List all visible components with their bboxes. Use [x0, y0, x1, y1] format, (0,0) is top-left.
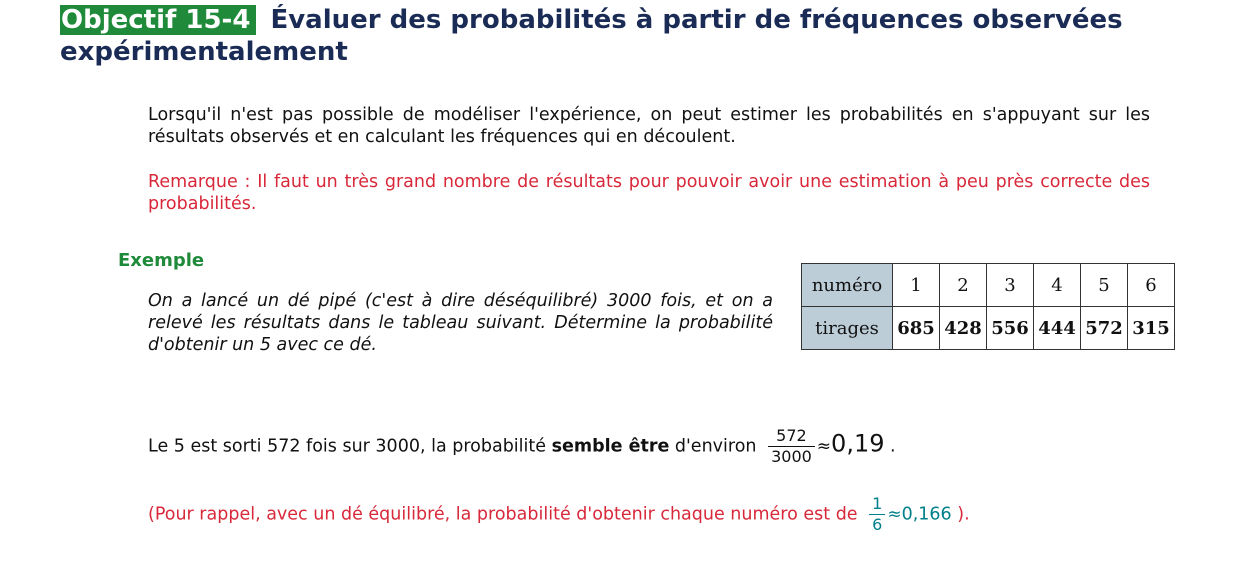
answer-bold: semble être: [551, 436, 670, 457]
answer-fraction: [768, 426, 815, 467]
approx-symbol: ≈: [816, 436, 832, 457]
fraction-numerator: 572: [768, 426, 815, 447]
table-cell: 3: [987, 264, 1034, 307]
table-cell: 6: [1128, 264, 1175, 307]
table-cell: 685: [893, 307, 940, 350]
table-row: [802, 307, 1175, 350]
fraction-numerator: 1: [869, 494, 885, 515]
table-cell: 428: [940, 307, 987, 350]
intro-paragraph: Lorsqu'il n'est pas possible de modéliser l'expérience, on peut estimer les probabilités en s'appuyant sur les résultats observés et en calculant les fréquences qui en découlent.: [148, 105, 1150, 147]
results-table: [801, 263, 1175, 350]
objective-badge: Objectif 15-4: [60, 5, 256, 35]
example-text: On a lancé un dé pipé (c'est à dire déséquilibré) 3000 fois, et on a relevé les résultats dans le tableau suivant. Détermine la probabilité d'obtenir un 5 avec ce dé.: [148, 291, 773, 355]
fraction-denominator: 3000: [771, 447, 812, 466]
fraction-denominator: 6: [872, 515, 883, 534]
table-cell: 5: [1081, 264, 1128, 307]
row-header-numero: numéro: [802, 264, 893, 307]
answer-prefix: Le 5 est sorti 572 fois sur 3000, la probabilité: [148, 436, 552, 457]
example-label: Exemple: [118, 250, 205, 271]
table-cell: 2: [940, 264, 987, 307]
note-suffix: ).: [951, 504, 970, 525]
note-value: 0,166: [901, 504, 952, 525]
answer-line: [148, 426, 896, 467]
table-cell: 4: [1034, 264, 1081, 307]
table-cell: 556: [987, 307, 1034, 350]
reminder-line: [148, 494, 970, 535]
answer-value: 0,19: [831, 429, 885, 458]
note-fraction: [869, 494, 885, 535]
objective-heading: Évaluer des probabilités à partir de fréquences observées expérimentalement: [60, 5, 1123, 67]
table-cell: 1: [893, 264, 940, 307]
table-cell: 315: [1128, 307, 1175, 350]
table-cell: 572: [1081, 307, 1128, 350]
note-prefix: (Pour rappel, avec un dé équilibré, la probabilité d'obtenir chaque numéro est de: [148, 504, 858, 525]
objective-title: [60, 4, 1210, 68]
answer-middle: d'environ: [669, 436, 757, 457]
row-header-tirages: tirages: [802, 307, 893, 350]
remark-paragraph: Remarque : Il faut un très grand nombre de résultats pour pouvoir avoir une estimation à peu près correcte des probabilités.: [148, 172, 1150, 214]
table-row: [802, 264, 1175, 307]
answer-suffix: .: [884, 436, 896, 457]
table-cell: 444: [1034, 307, 1081, 350]
approx-symbol: ≈: [887, 504, 902, 525]
